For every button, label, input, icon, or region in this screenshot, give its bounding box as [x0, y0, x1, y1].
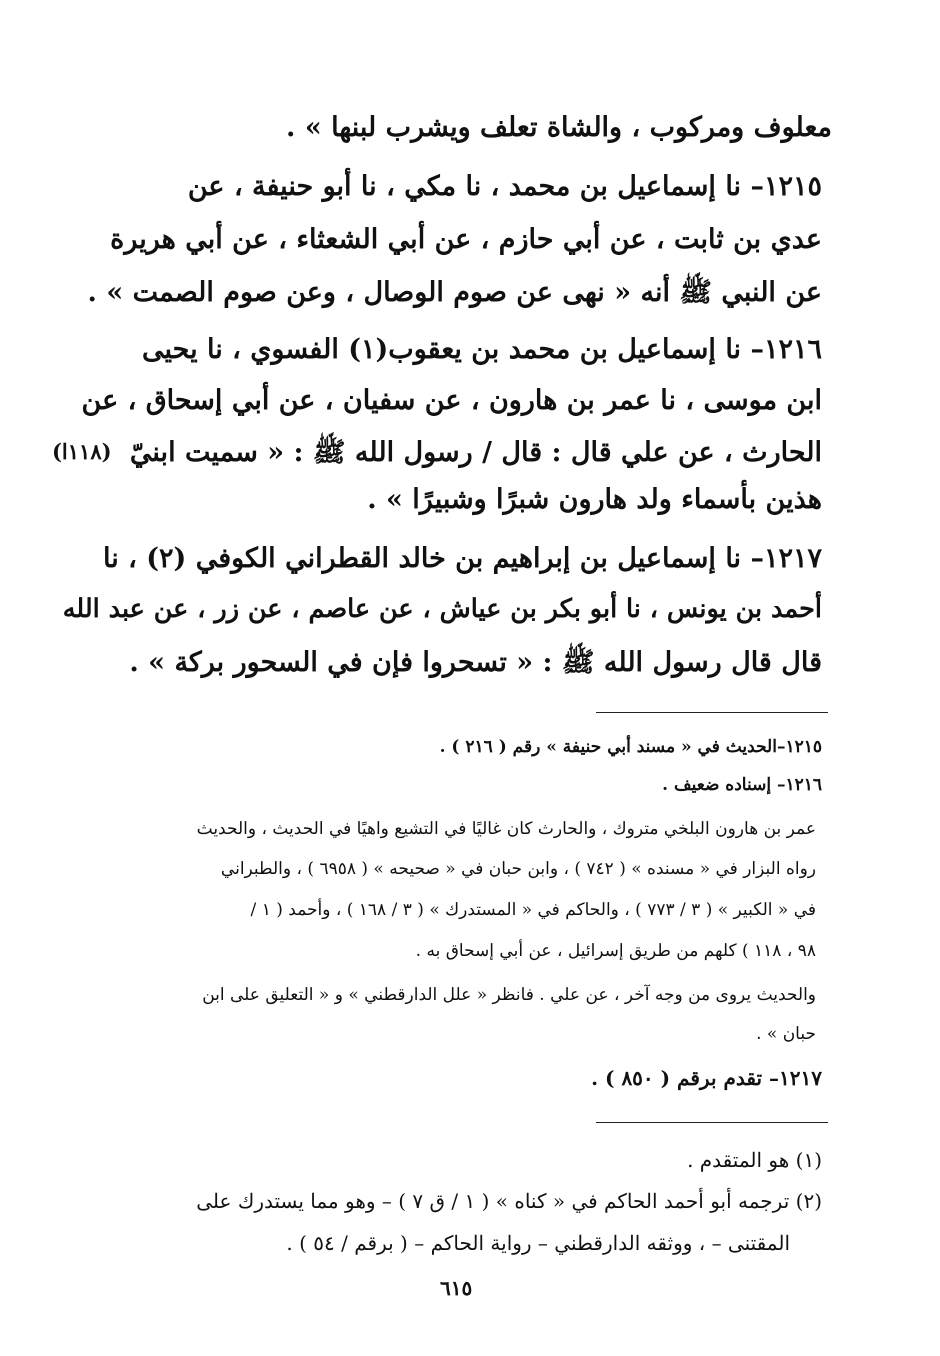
body-line: عن النبي ﷺ أنه « نهى عن صوم الوصال ، وعن صوم الصمت » .: [87, 277, 822, 308]
commentary-line: ١٢١٥–الحديث في « مسند أبي حنيفة » رقم ( ٢١٦ ) .: [439, 737, 822, 757]
hadith-1216-line: ١٢١٦– نا إسماعيل بن محمد بن يعقوب(١) الفسوي ، نا يحيى: [142, 334, 822, 365]
commentary-line: في « الكبير » ( ٣ / ٧٧٣ ) ، والحاكم في « المستدرك » ( ٣ / ١٦٨ ) ، وأحمد ( ١ /: [250, 900, 816, 920]
commentary-line: ١٢١٦– إسناده ضعيف .: [662, 775, 822, 795]
page-number: ٦١٥: [440, 1276, 473, 1300]
hadith-1215-line: ١٢١٥– نا إسماعيل بن محمد ، نا مكي ، نا أبو حنيفة ، عن: [187, 171, 822, 202]
footnote-rule: [596, 1122, 828, 1123]
body-line: الحارث ، عن علي قال : قال / رسول الله ﷺ : « سميت ابنيّ: [129, 437, 822, 468]
body-line: هذين بأسماء ولد هارون شبرًا وشبيرًا » .: [367, 484, 822, 515]
footnote-line: المقتنى – ، ووثقه الدارقطني – رواية الحاكم – ( برقم / ٥٤ ) .: [286, 1231, 790, 1255]
hadith-1217-line: ١٢١٧– نا إسماعيل بن إبراهيم بن خالد القطراني الكوفي (٢) ، نا: [102, 543, 822, 574]
footnote-line: (٢) ترجمه أبو أحمد الحاكم في « كناه » ( ١ / ق ٧ ) – وهو مما يستدرك على: [196, 1189, 822, 1213]
body-line: قال قال رسول الله ﷺ : « تسحروا فإن في السحور بركة » .: [129, 647, 822, 678]
margin-folio-note: (١١٨ا): [52, 439, 112, 464]
commentary-line: ١٢١٧– تقدم برقم ( ٨٥٠ ) .: [591, 1066, 822, 1090]
body-line: معلوف ومركوب ، والشاة تعلف ويشرب لبنها » .: [286, 112, 832, 143]
footnote-line: (١) هو المتقدم .: [687, 1148, 822, 1172]
body-line: عدي بن ثابت ، عن أبي حازم ، عن أبي الشعثاء ، عن أبي هريرة: [110, 224, 822, 255]
commentary-line: ٩٨ ، ١١٨ ) كلهم من طريق إسرائيل ، عن أبي إسحاق به .: [415, 941, 816, 961]
commentary-line: حبان » .: [756, 1024, 816, 1044]
body-line: أحمد بن يونس ، نا أبو بكر بن عياش ، عن عاصم ، عن زر ، عن عبد الله: [62, 594, 822, 624]
commentary-line: والحديث يروى من وجه آخر ، عن علي . فانظر « علل الدارقطني » و « التعليق على ابن: [202, 985, 816, 1005]
separator-rule: [596, 712, 828, 713]
commentary-line: عمر بن هارون البلخي متروك ، والحارث كان غاليًا في التشيع واهيًا في الحديث ، والحديث: [196, 819, 816, 839]
commentary-line: رواه البزار في « مسنده » ( ٧٤٢ ) ، وابن حبان في « صحيحه » ( ٦٩٥٨ ) ، والطبراني: [220, 859, 816, 879]
body-line: ابن موسى ، نا عمر بن هارون ، عن سفيان ، عن أبي إسحاق ، عن: [81, 385, 822, 416]
